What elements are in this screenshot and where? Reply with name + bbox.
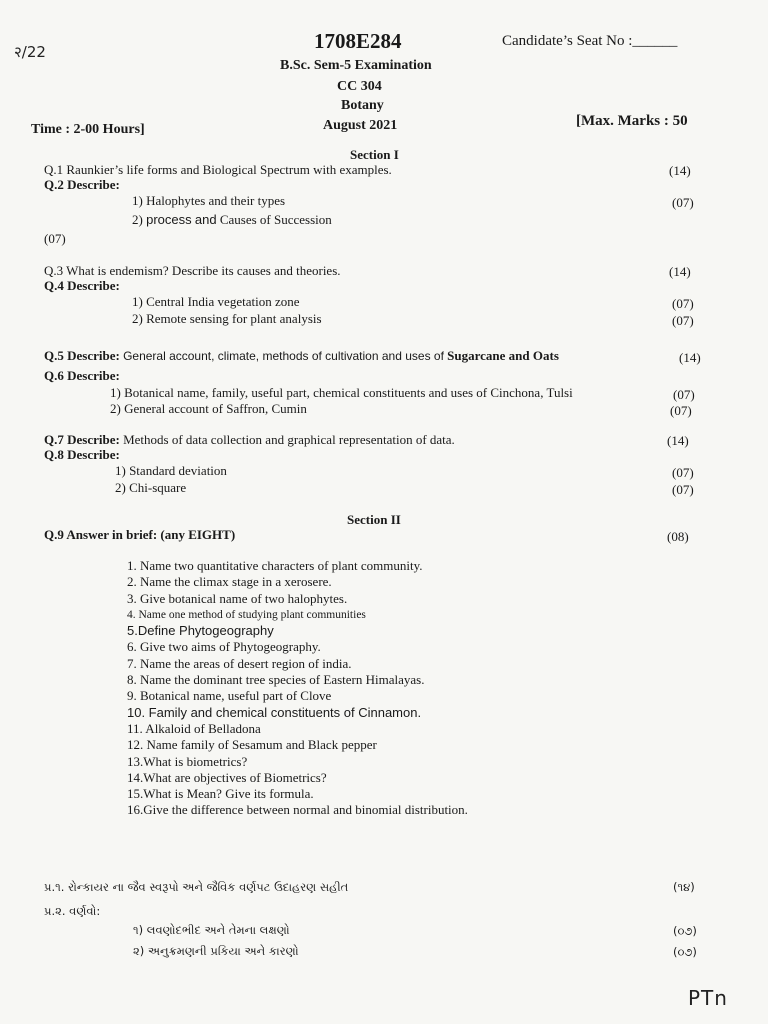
q2-sub2-rest: Causes of Succession [219, 212, 332, 227]
q6-sub2: 2) General account of Saffron, Cumin [110, 401, 307, 416]
guj-q1-marks: (૧૪) [673, 880, 695, 894]
time-allowed: Time : 2-00 Hours] [31, 122, 145, 137]
list-item: 3. Give botanical name of two halophytes. [127, 590, 348, 606]
list-item: 1. Name two quantitative characters of plant community. [127, 558, 423, 573]
q8-sub2-marks: (07) [672, 482, 694, 497]
q9-list [127, 558, 468, 819]
guj-q2-heading: પ્ર.૨. વર્ણવો: [44, 904, 101, 918]
list-item: 6. Give two aims of Phytogeography. [127, 639, 321, 655]
exam-date: August 2021 [323, 118, 398, 133]
exam-title: B.Sc. Sem-5 Examination [280, 58, 432, 73]
max-marks: [Max. Marks : 50 [576, 113, 688, 129]
q8-sub1-marks: (07) [672, 465, 694, 480]
q4-heading: Q.4 Describe: [44, 278, 120, 293]
guj-q2-sub2: ૨) અનુક્રમણની પ્રકિયા અને કારણો [133, 944, 299, 958]
list-item: 14.What are objectives of Biometrics? [127, 769, 327, 785]
list-item: 2. Name the climax stage in a xerosere. [127, 574, 332, 590]
q2-sub1-marks: (07) [672, 195, 694, 210]
q1-marks: (14) [669, 163, 691, 178]
q5-text [44, 348, 559, 364]
q5-body: General account, climate, methods of cultivation and uses of [123, 349, 444, 363]
q2-sub2 [132, 212, 332, 228]
q9-heading: Q.9 Answer in brief: (any EIGHT) [44, 527, 236, 542]
list-item: 12. Name family of Sesamum and Black pepper [127, 737, 377, 753]
q7-body: Methods of data collection and graphical representation of data. [123, 432, 455, 447]
list-item: 15.What is Mean? Give its formula. [127, 786, 314, 802]
q6-sub2-marks: (07) [670, 403, 692, 418]
course-code: CC 304 [337, 79, 382, 94]
section-2-title: Section II [347, 512, 401, 527]
q4-sub2-marks: (07) [672, 313, 694, 328]
q2-heading: Q.2 Describe: [44, 177, 120, 192]
q5-label: Q.5 Describe: [44, 348, 120, 363]
list-item: 13.What is biometrics? [127, 753, 248, 769]
guj-q2-sub1-marks: (૦૭) [673, 924, 697, 938]
q3-marks: (14) [669, 264, 691, 279]
page-number-mark: २/22 [14, 43, 46, 61]
list-item: 7. Name the areas of desert region of india. [127, 655, 352, 671]
q4-sub1: 1) Central India vegetation zone [132, 294, 300, 309]
q8-sub2: 2) Chi-square [115, 480, 187, 495]
q1-text: Q.1 Raunkier’s life forms and Biological Spectrum with examples. [44, 162, 392, 177]
q6-sub1: 1) Botanical name, family, useful part, chemical constituents and uses of Cinchona, Tulsi [110, 385, 573, 400]
list-item: 5.Define Phytogeography [127, 623, 274, 639]
q9-marks: (08) [667, 529, 689, 544]
q4-sub1-marks: (07) [672, 296, 694, 311]
q6-heading: Q.6 Describe: [44, 368, 120, 383]
list-item: 16.Give the difference between normal and binomial distribution. [127, 802, 468, 818]
q7-marks: (14) [667, 433, 689, 448]
q6-sub1-marks: (07) [673, 387, 695, 402]
q8-heading: Q.8 Describe: [44, 447, 120, 462]
q7-text [44, 432, 455, 448]
q4-sub2: 2) Remote sensing for plant analysis [132, 311, 322, 326]
q2-sub2-word-process: process [146, 212, 192, 227]
subject: Botany [341, 98, 384, 113]
guj-q2-sub1: ૧) લવણોદભીદ અને તેમના લક્ષણો [133, 923, 290, 937]
pto-handwritten: PTn [688, 986, 728, 1010]
q2-sub2-num: 2) [132, 212, 143, 227]
guj-q2-sub2-marks: (૦૭) [673, 945, 697, 959]
q2-sub2-marks: (07) [44, 231, 66, 246]
guj-q1-text: પ્ર.૧. રોન્કાયર ના જૈવ સ્વરૂપો અને જૈવિક વર્ણપટ ઉદાહરણ સહીત [44, 880, 349, 894]
q5-crops: Sugarcane and Oats [447, 348, 559, 363]
list-item: 4. Name one method of studying plant communities [127, 608, 366, 621]
q8-sub1: 1) Standard deviation [115, 463, 227, 478]
list-item: 8. Name the dominant tree species of Eastern Himalayas. [127, 672, 425, 688]
q2-sub1: 1) Halophytes and their types [132, 193, 286, 208]
q5-marks: (14) [679, 350, 701, 365]
list-item: 11. Alkaloid of Belladona [127, 720, 261, 736]
paper-code: 1708E284 [314, 29, 402, 53]
candidate-seat-no: Candidate’s Seat No :______ [502, 33, 678, 49]
list-item: 9. Botanical name, useful part of Clove [127, 688, 332, 704]
section-1-title: Section I [350, 147, 399, 162]
q2-sub2-word-and: and [194, 212, 217, 227]
q7-label: Q.7 Describe: [44, 432, 120, 447]
list-item: 10. Family and chemical constituents of Cinnamon. [127, 704, 422, 720]
q3-text: Q.3 What is endemism? Describe its causes and theories. [44, 263, 341, 278]
